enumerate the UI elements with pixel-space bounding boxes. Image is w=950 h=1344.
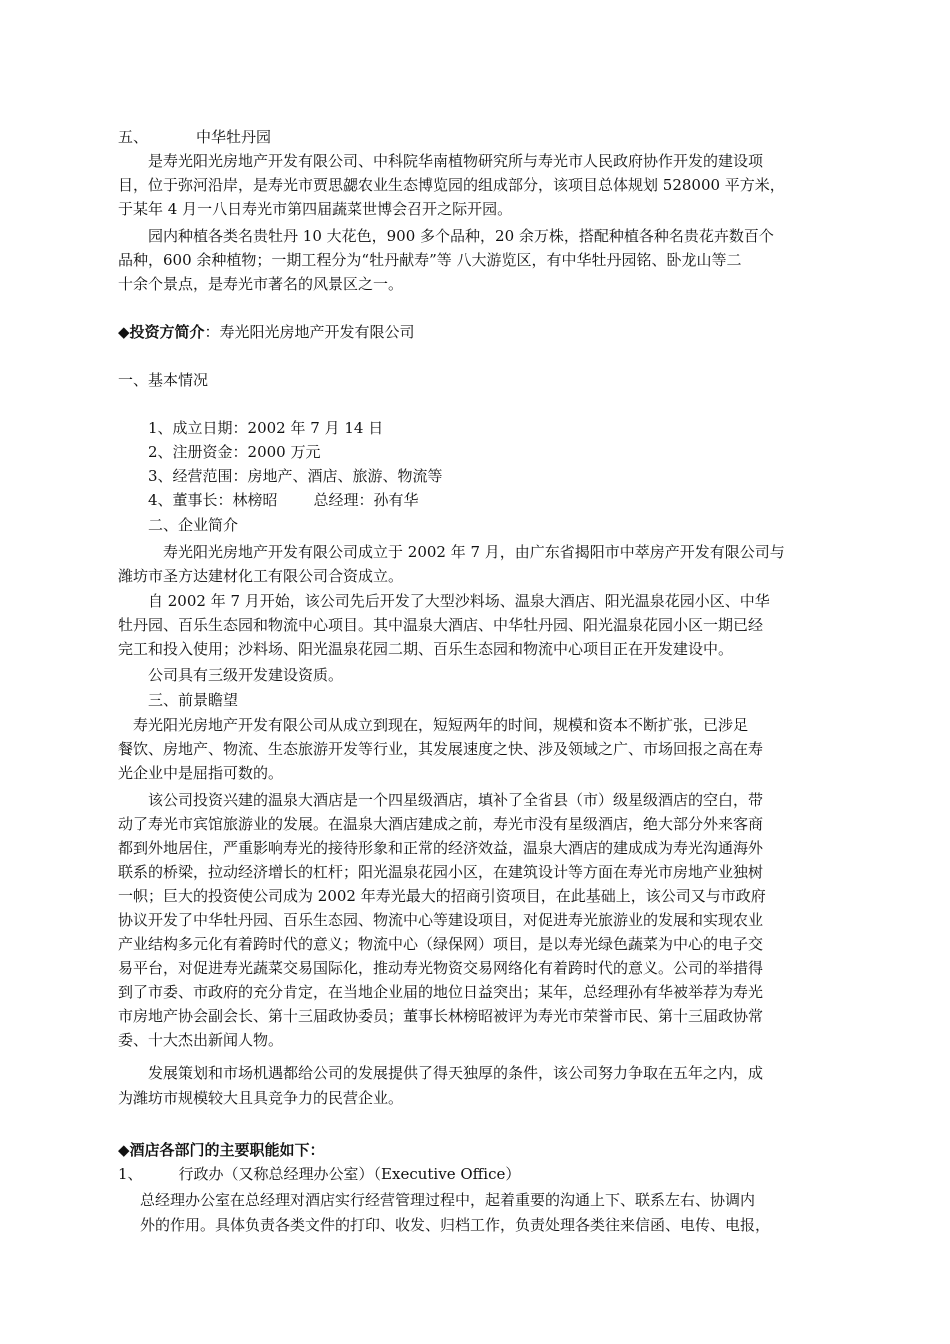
section5-p1-line3: 于某年 4 月一八日寿光市第四届蔬菜世博会召开之际开园。: [118, 200, 513, 218]
section5-title: 中华牡丹园: [196, 128, 272, 146]
outlook-p1-line3: 光企业中是屈指可数的。: [118, 764, 284, 782]
profile-p2-line1: 自 2002 年 7 月开始，该公司先后开发了大型沙料场、温泉大酒店、阳光温泉花园小区、中华: [148, 592, 770, 610]
profile-p2-line3: 完工和投入使用；沙料场、阳光温泉花园二期、百乐生态园和物流中心项目正在开发建设中。: [118, 640, 734, 658]
outlook-p2-line2: 动了寿光市宾馆旅游业的发展。在温泉大酒店建成之前，寿光市没有星级酒店，绝大部分外来客商: [118, 815, 764, 833]
profile-p3: 公司具有三级开发建设资质。: [148, 666, 344, 684]
outlook-p2-line11: 委、十大杰出新闻人物。: [118, 1031, 284, 1049]
profile-p1-line2: 潍坊市圣方达建材化工有限公司合资成立。: [118, 567, 404, 585]
basic-item-3: 3、经营范围：房地产、酒店、旅游、物流等: [148, 467, 443, 485]
outlook-p2-line4: 联系的桥梁，拉动经济增长的杠杆；阳光温泉花园小区，在建筑设计等方面在寿光市房地产业独树: [118, 863, 764, 881]
section5-p1-line1: 是寿光阳光房地产开发有限公司、中科院华南植物研究所与寿光市人民政府协作开发的建设项: [148, 152, 764, 170]
section5-heading: [118, 126, 854, 148]
outlook-p2-line9: 到了市委、市政府的充分肯定，在当地企业届的地位日益突出；某年，总经理孙有华被举荐为寿光: [118, 983, 764, 1001]
outlook-p1-line2: 餐饮、房地产、物流、生态旅游开发等行业，其发展速度之快、涉及领域之广、市场回报之高在寿: [118, 740, 764, 758]
investor-label: ◆投资方简介: [118, 323, 205, 341]
profile-p2-line2: 牡丹园、百乐生态园和物流中心项目。其中温泉大酒店、中华牡丹园、阳光温泉花园小区一期已经: [118, 616, 764, 634]
outlook-p2-line7: 产业结构多元化有着跨时代的意义；物流中心（绿保网）项目，是以寿光绿色蔬菜为中心的电子交: [118, 935, 764, 953]
department-item-1-title: 行政办（又称总经理办公室）（Executive Office）: [178, 1165, 521, 1183]
chairman: 4、董事长：林榜昭: [148, 491, 278, 509]
outlook-p2-line3: 都到外地居住，严重影响寿光的接待形象和正常的经济效益，温泉大酒店的建成成为寿光沟通海外: [118, 839, 764, 857]
outlook-p2-line5: 一帜；巨大的投资使公司成为 2002 年寿光最大的招商引资项目，在此基础上，该公司又与市政府: [118, 887, 766, 905]
basic-title: 一、基本情况: [118, 371, 209, 389]
department-item-1-line1: 总经理办公室在总经理对酒店实行经营管理过程中，起着重要的沟通上下、联系左右、协调内: [140, 1191, 756, 1209]
department-item-1-number: 1、: [118, 1165, 143, 1183]
department-item-1-line2: 外的作用。具体负责各类文件的打印、收发、归档工作，负责处理各类往来信函、电传、电报，: [140, 1216, 771, 1234]
section5-p2-line2: 品种，600 余种植物；一期工程分为“牡丹献寿”等 八大游览区，有中华牡丹园铭、卧龙山等二: [118, 251, 742, 269]
department-item-1: [118, 1163, 854, 1185]
section5-number: 五、: [118, 128, 149, 146]
outlook-p2-line6: 协议开发了中华牡丹园、百乐生态园、物流中心等建设项目，对促进寿光旅游业的发展和实现农业: [118, 911, 764, 929]
general-manager: 总经理：孙有华: [313, 491, 419, 509]
basic-item-2: 2、注册资金：2000 万元: [148, 443, 321, 461]
basic-item-1: 1、成立日期：2002 年 7 月 14 日: [148, 419, 384, 437]
section5-p2-line3: 十余个景点，是寿光市著名的风景区之一。: [118, 275, 404, 293]
section5-p1-line2: 目，位于弥河沿岸，是寿光市贾思勰农业生态博览园的组成部分，该项目总体规划 528000 平方米，: [118, 176, 785, 194]
basic-item-4: [148, 489, 884, 511]
outlook-p1-line1: 寿光阳光房地产开发有限公司从成立到现在，短短两年的时间，规模和资本不断扩张，已涉足: [133, 716, 749, 734]
section5-p2-line1: 园内种植各类名贵牡丹 10 大花色，900 多个品种，20 余万株，搭配种植各种名贵花卉数百个: [148, 227, 774, 245]
outlook-p2-line10: 市房地产协会副会长、第十三届政协委员；董事长林榜昭被评为寿光市荣誉市民、第十三届政协常: [118, 1007, 764, 1025]
outlook-title: 三、前景瞻望: [148, 691, 239, 709]
outlook-p2-line8: 易平台，对促进寿光蔬菜交易国际化，推动寿光物资交易网络化有着跨时代的意义。公司的举措得: [118, 959, 764, 977]
outlook-p3-line2: 为潍坊市规模较大且具竞争力的民营企业。: [118, 1089, 404, 1107]
outlook-p3-line1: 发展策划和市场机遇都给公司的发展提供了得天独厚的条件，该公司努力争取在五年之内，成: [148, 1064, 764, 1082]
outlook-p2-line1: 该公司投资兴建的温泉大酒店是一个四星级酒店，填补了全省县（市）级星级酒店的空白，带: [148, 791, 764, 809]
investor-value: ：寿光阳光房地产开发有限公司: [204, 323, 415, 341]
profile-p1-line1: 寿光阳光房地产开发有限公司成立于 2002 年 7 月，由广东省揭阳市中萃房产开发有限公司与: [163, 543, 785, 561]
profile-title: 二、企业简介: [148, 516, 239, 534]
investor-heading: [118, 321, 854, 343]
departments-title: ◆酒店各部门的主要职能如下：: [118, 1141, 325, 1159]
